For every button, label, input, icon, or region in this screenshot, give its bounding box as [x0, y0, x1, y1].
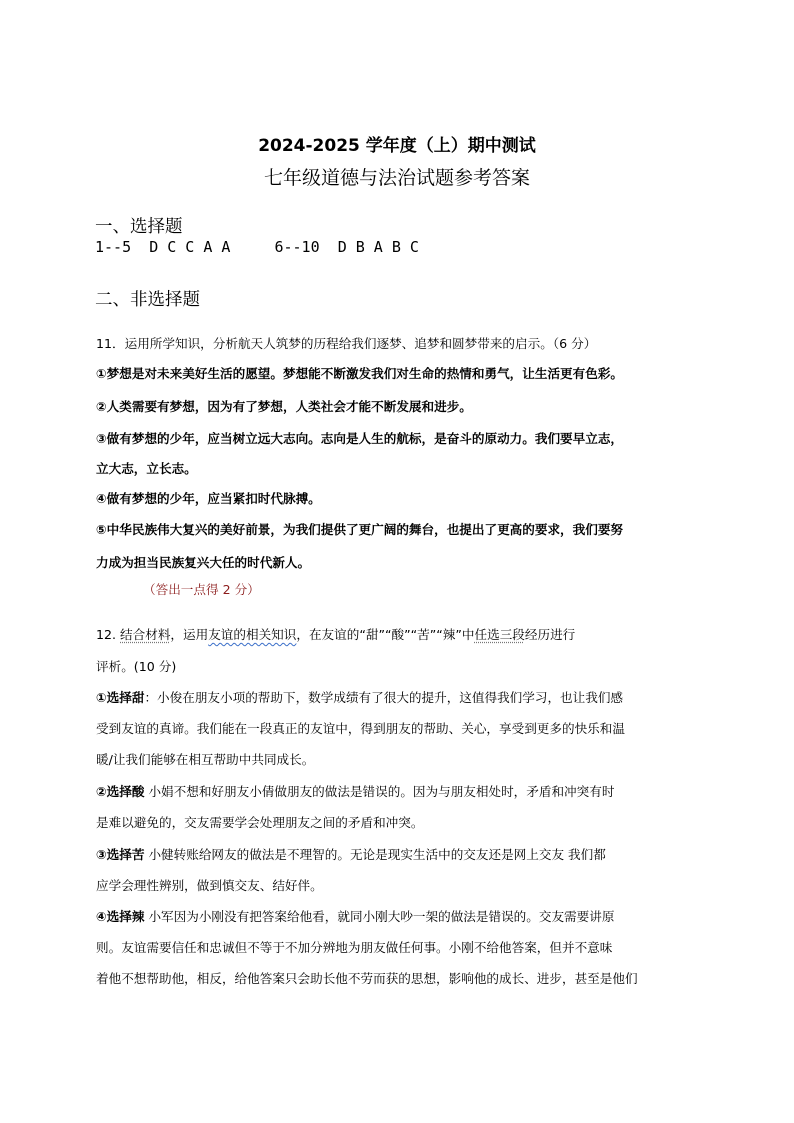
- q11-point-5-cont: 力成为担当民族复兴大任的时代新人。: [96, 555, 311, 570]
- answer-text: ：小俊在朋友小项的帮助下，数学成绩有了很大的提升，这值得我们学习，也让我们感: [144, 690, 624, 705]
- q11-point-1: ①梦想是对未来美好生活的愿望。梦想能不断激发我们对生命的热情和勇气，让生活更有色彩。: [96, 366, 624, 381]
- q11-point-3: ③做有梦想的少年，应当树立远大志向。志向是人生的航标，是奋斗的原动力。我们要早立志，: [96, 431, 624, 446]
- q12-number: 12.: [96, 627, 117, 642]
- q11-point-5: ⑤中华民族伟大复兴的美好前景，为我们提供了更广阔的舞台，也提出了更高的要求，我们要努: [96, 522, 624, 537]
- q12-answer-sweet-l3: 暖/让我们能够在相互帮助中共同成长。: [96, 752, 315, 767]
- answer-label: ④选择辣: [96, 909, 145, 924]
- q12-answer-sweet: [96, 687, 623, 706]
- q12-answer-spicy: [96, 906, 614, 925]
- answers-6-10: D B A B C: [337, 238, 419, 256]
- answer-label: ②选择酸: [96, 784, 145, 799]
- q12-answer-sweet-l2: 受到友谊的真谛。我们能在一段真正的友谊中，得到朋友的帮助、关心，享受到更多的快乐和温: [96, 721, 625, 736]
- q12-text: ，运用: [170, 627, 209, 642]
- q12-choose: 任选三段: [474, 627, 525, 642]
- answer-range-1-5: 1--5: [95, 238, 132, 256]
- q12-knowledge: 友谊的相关知识: [208, 627, 297, 642]
- q12-answer-spicy-l2: 则。友谊需要信任和忠诚但不等于不加分辨地为朋友做任何事。小刚不给他答案，但并不意味: [96, 940, 613, 955]
- answer-text: 小军因为小刚没有把答案给他看，就同小刚大吵一架的做法是错误的。交友需要讲原: [144, 909, 615, 924]
- q12-answer-sour: [96, 781, 614, 800]
- q11-point-3-cont: 立大志，立长志。: [96, 461, 197, 476]
- choice-answers: [95, 238, 419, 256]
- q12-answer-bitter-l2: 应学会理性辨别，做到慎交友、结好伴。: [96, 878, 323, 893]
- answer-text: 小健转账给网友的做法是不理智的。无论是现实生活中的交友还是网上交友 我们都: [144, 847, 606, 862]
- page-title: 2024-2025 学年度（上）期中测试: [258, 136, 536, 156]
- q11-point-2: ②人类需要有梦想，因为有了梦想，人类社会才能不断发展和进步。: [96, 399, 472, 414]
- answers-1-5: D C C A A: [149, 238, 231, 256]
- page-subtitle: 七年级道德与法治试题参考答案: [263, 167, 530, 189]
- q12-prompt-cont: 评析。(10 分): [96, 659, 177, 674]
- q11-scoring-note: （答出一点得 2 分）: [143, 582, 260, 597]
- section-heading-nonchoice: 二、非选择题: [95, 290, 200, 310]
- question-12-prompt: [96, 624, 575, 643]
- q12-text: ，在友谊的“甜”“酸”“苦”“辣”中: [296, 627, 475, 642]
- answer-range-6-10: 6--10: [274, 238, 320, 256]
- q12-text: 经历进行: [524, 627, 576, 642]
- q12-material: 结合材料: [120, 627, 171, 642]
- answer-label: ①选择甜: [96, 690, 145, 705]
- answer-label: ③选择苦: [96, 847, 145, 862]
- answer-text: 小娟不想和好朋友小倩做朋友的做法是错误的。因为与朋友相处时，矛盾和冲突有时: [144, 784, 615, 799]
- question-11-prompt: 11．运用所学知识，分析航天人筑梦的历程给我们逐梦、追梦和圆梦带来的启示。（6 分）: [96, 336, 597, 351]
- q12-answer-bitter: [96, 844, 606, 863]
- q12-answer-sour-l2: 是难以避免的，交友需要学会处理朋友之间的矛盾和冲突。: [96, 815, 424, 830]
- q11-point-4: ④做有梦想的少年，应当紧扣时代脉搏。: [96, 491, 321, 506]
- q12-answer-spicy-l3: 着他不想帮助他，相反，给他答案只会助长他不劳而获的思想，影响他的成长、进步，甚至是他们: [96, 971, 638, 986]
- section-heading-choice: 一、选择题: [95, 217, 183, 237]
